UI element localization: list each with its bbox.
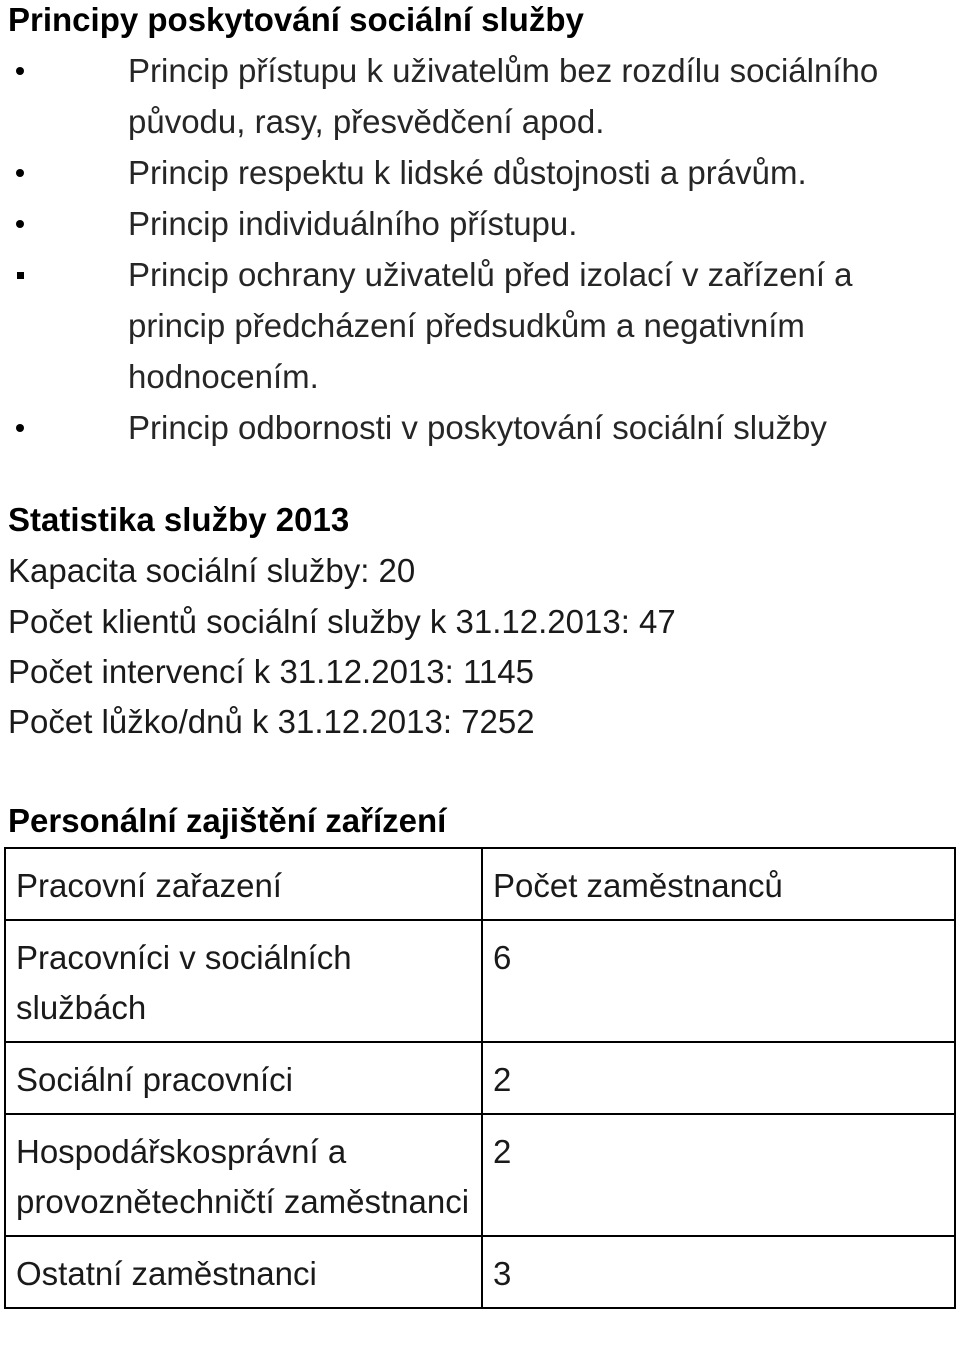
principle-text: Princip ochrany uživatelů před izolací v zařízení a princip předcházení předsudkům a negativním hodnocením.: [128, 256, 853, 395]
round-bullet-icon: [8, 402, 32, 453]
count-cell: 3: [482, 1236, 955, 1308]
stat-clients: Počet klientů sociální služby k 31.12.2013: 47: [8, 603, 676, 640]
square-bullet-icon: [8, 249, 32, 300]
round-bullet-icon: [8, 45, 32, 96]
round-bullet-icon: [8, 198, 32, 249]
list-item: [0, 402, 948, 453]
list-item: [0, 147, 948, 198]
principle-text: Princip individuálního přístupu.: [128, 205, 578, 242]
stat-bed-days: Počet lůžko/dnů k 31.12.2013: 7252: [8, 703, 535, 740]
principles-heading: Principy poskytování sociální služby: [8, 1, 584, 38]
stat-interventions: Počet intervencí k 31.12.2013: 1145: [8, 653, 534, 690]
list-item: [0, 249, 948, 402]
stat-capacity: Kapacita sociální služby: 20: [8, 552, 416, 589]
principle-text: Princip respektu k lidské důstojnosti a právům.: [128, 154, 807, 191]
table-row: [5, 920, 955, 1042]
role-cell: Ostatní zaměstnanci: [5, 1236, 482, 1308]
table-row: [5, 1114, 955, 1236]
role-cell: Pracovníci v sociálních službách: [5, 920, 482, 1042]
count-cell: 2: [482, 1042, 955, 1114]
list-item: [0, 198, 948, 249]
staffing-table: [4, 847, 956, 1309]
count-cell: 6: [482, 920, 955, 1042]
staffing-heading: Personální zajištění zařízení: [8, 802, 447, 839]
header-role: Pracovní zařazení: [5, 848, 482, 920]
list-item: [0, 45, 948, 147]
role-cell: Sociální pracovníci: [5, 1042, 482, 1114]
table-row: [5, 1236, 955, 1308]
table-header-row: [5, 848, 955, 920]
statistics-heading: Statistika služby 2013: [8, 501, 350, 538]
round-bullet-icon: [8, 147, 32, 198]
principles-list: [0, 45, 960, 453]
role-cell: Hospodářskosprávní a provoznětechničtí zaměstnanci: [5, 1114, 482, 1236]
table-row: [5, 1042, 955, 1114]
count-cell: 2: [482, 1114, 955, 1236]
principle-text: Princip odbornosti v poskytování sociální služby: [128, 409, 827, 446]
header-count: Počet zaměstnanců: [482, 848, 955, 920]
principle-text: Princip přístupu k uživatelům bez rozdílu sociálního původu, rasy, přesvědčení apod.: [128, 52, 879, 140]
